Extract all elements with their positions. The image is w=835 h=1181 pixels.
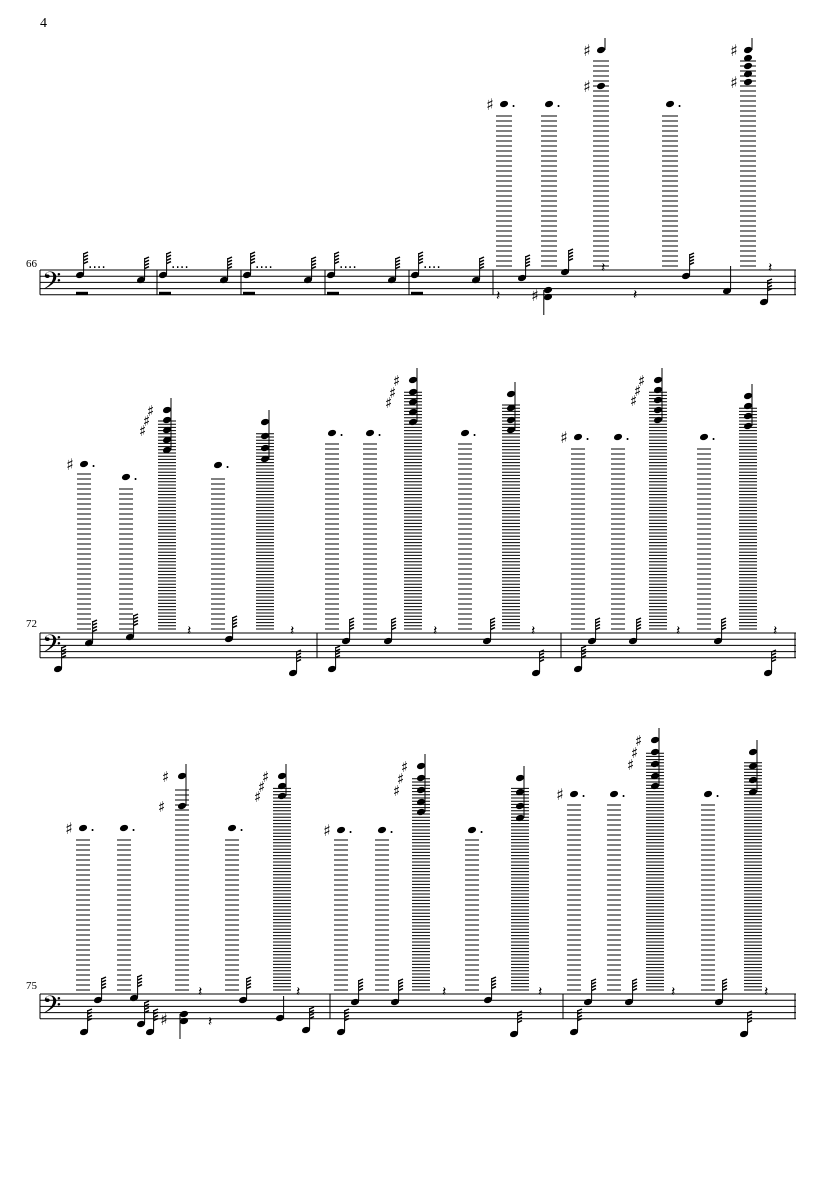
flag: [392, 628, 396, 630]
notehead: [743, 402, 753, 411]
flag: [134, 614, 138, 616]
flag: [396, 260, 400, 262]
notehead: [609, 790, 619, 799]
notehead: [416, 774, 426, 783]
sharp: ♯: [634, 382, 642, 400]
notehead: [213, 461, 223, 470]
rest: 𝄽: [671, 984, 676, 1000]
sharp: ♯: [147, 402, 155, 420]
sharp: ♯: [323, 821, 331, 840]
notehead: [748, 748, 758, 757]
sharp: ♯: [258, 778, 266, 796]
notehead: [665, 100, 675, 109]
flag: [392, 621, 396, 623]
flag: [723, 985, 727, 987]
flag: [399, 979, 403, 981]
flag: [772, 660, 776, 662]
flag: [93, 626, 97, 628]
flag: [228, 260, 232, 262]
flag: [84, 252, 88, 254]
flag: [93, 620, 97, 622]
flag: [690, 253, 694, 255]
flag: [690, 259, 694, 261]
flag: [145, 1007, 149, 1009]
notehead: [277, 782, 287, 791]
notehead: [260, 418, 270, 427]
notehead: [377, 826, 387, 835]
flag: [491, 624, 495, 626]
flag: [335, 252, 339, 254]
flag: [569, 249, 573, 251]
sharp: ♯: [254, 788, 262, 806]
flag: [637, 624, 641, 626]
rest: 𝄽: [773, 623, 778, 639]
flag: [592, 979, 596, 981]
flag: [582, 646, 586, 648]
notehead: [543, 293, 553, 302]
notehead: [416, 798, 426, 807]
notehead: [460, 429, 470, 438]
augmentation-dot: .: [91, 452, 97, 471]
whole-rest: [76, 292, 88, 295]
notehead: [119, 824, 129, 833]
flag: [592, 985, 596, 987]
sharp: ♯: [262, 768, 270, 786]
sharp: ♯: [160, 1010, 168, 1029]
augmentation-dots: ....: [339, 256, 357, 272]
augmentation-dot: .: [581, 782, 587, 801]
notehead: [748, 776, 758, 785]
rest: 𝄽: [433, 623, 438, 639]
notehead: [416, 762, 426, 771]
augmentation-dot: .: [339, 421, 345, 440]
augmentation-dot: .: [133, 465, 139, 484]
flag: [518, 1014, 522, 1016]
flag: [154, 1015, 158, 1017]
sharp: ♯: [556, 785, 564, 804]
flag: [578, 1009, 582, 1011]
page-number: 4: [40, 16, 47, 31]
sharp: ♯: [65, 819, 73, 838]
flag: [310, 1007, 314, 1009]
flag: [312, 260, 316, 262]
notehead: [613, 433, 623, 442]
sharp: ♯: [397, 770, 405, 788]
measure-number: 72: [26, 618, 37, 630]
flag: [312, 267, 316, 269]
flag: [134, 620, 138, 622]
augmentation-dot: .: [479, 818, 485, 837]
flag: [526, 261, 530, 263]
flag: [93, 623, 97, 625]
flag: [582, 649, 586, 651]
flag: [540, 660, 544, 662]
flag: [310, 1013, 314, 1015]
flag: [102, 980, 106, 982]
notehead: [650, 748, 660, 757]
notehead: [573, 433, 583, 442]
flag: [310, 1010, 314, 1012]
flag: [297, 653, 301, 655]
sharp: ♯: [583, 77, 591, 96]
flag: [399, 985, 403, 987]
flag: [138, 981, 142, 983]
flag: [350, 618, 354, 620]
rest: 𝄽: [764, 984, 769, 1000]
notehead: [653, 386, 663, 395]
sharp: ♯: [143, 412, 151, 430]
flag: [480, 263, 484, 265]
flag: [102, 983, 106, 985]
notehead: [653, 406, 663, 415]
flag: [569, 255, 573, 257]
sharp: ♯: [627, 756, 635, 774]
notehead: [506, 416, 516, 425]
flag: [480, 257, 484, 259]
flag: [233, 626, 237, 628]
bass-clef: 𝄢: [42, 266, 62, 302]
whole-rest: [411, 292, 423, 295]
notehead: [416, 786, 426, 795]
notehead: [227, 824, 237, 833]
notehead: [179, 1017, 189, 1026]
sharp: ♯: [635, 732, 643, 750]
notehead: [543, 286, 553, 295]
whole-rest: [159, 292, 171, 295]
augmentation-dot: .: [621, 782, 627, 801]
flag: [102, 987, 106, 989]
flag: [491, 628, 495, 630]
notehead: [743, 412, 753, 421]
sharp: ♯: [486, 95, 494, 114]
flag: [596, 621, 600, 623]
notehead: [177, 802, 187, 811]
flag: [399, 982, 403, 984]
flag: [569, 259, 573, 261]
augmentation-dot: .: [377, 421, 383, 440]
notehead: [650, 736, 660, 745]
flag: [145, 263, 149, 265]
flag: [690, 256, 694, 258]
flag: [62, 646, 66, 648]
whole-rest: [243, 292, 255, 295]
flag: [247, 987, 251, 989]
flag: [88, 1009, 92, 1011]
flag: [396, 263, 400, 265]
flag: [228, 263, 232, 265]
notehead: [260, 444, 270, 453]
flag: [312, 263, 316, 265]
flag: [722, 628, 726, 630]
augmentation-dot: .: [677, 92, 683, 111]
notehead: [327, 429, 337, 438]
notehead: [177, 772, 187, 781]
flag: [526, 258, 530, 260]
flag: [336, 646, 340, 648]
rest: 𝄽: [208, 1014, 213, 1030]
sharp: ♯: [158, 798, 166, 816]
flag: [399, 989, 403, 991]
notehead: [650, 760, 660, 769]
flag: [350, 621, 354, 623]
rest: 𝄽: [676, 623, 681, 639]
notehead: [78, 824, 88, 833]
flag: [93, 630, 97, 632]
flag: [748, 1014, 752, 1016]
flag: [345, 1015, 349, 1017]
flag: [637, 628, 641, 630]
flag: [419, 252, 423, 254]
notehead: [277, 792, 287, 801]
flag: [492, 977, 496, 979]
flag: [145, 267, 149, 269]
flag: [247, 980, 251, 982]
flag: [350, 628, 354, 630]
augmentation-dots: ....: [171, 256, 189, 272]
flag: [396, 267, 400, 269]
flag: [722, 621, 726, 623]
notehead: [515, 814, 525, 823]
rest: 𝄽: [531, 623, 536, 639]
sharp: ♯: [631, 744, 639, 762]
notehead: [408, 376, 418, 385]
augmentation-dot: .: [715, 782, 721, 801]
notehead: [596, 46, 606, 55]
flag: [526, 265, 530, 267]
notehead: [544, 100, 554, 109]
flag: [145, 260, 149, 262]
flag: [88, 1015, 92, 1017]
notehead: [650, 782, 660, 791]
flag: [772, 653, 776, 655]
flag: [526, 255, 530, 257]
flag: [134, 617, 138, 619]
augmentation-dot: .: [625, 425, 631, 444]
flag: [633, 985, 637, 987]
augmentation-dots: ....: [88, 256, 106, 272]
rest: 𝄽: [442, 984, 447, 1000]
flag: [596, 624, 600, 626]
notehead: [515, 774, 525, 783]
augmentation-dot: .: [556, 92, 562, 111]
flag: [578, 1015, 582, 1017]
flag: [491, 621, 495, 623]
notehead: [162, 406, 172, 415]
flag: [596, 628, 600, 630]
augmentation-dot: .: [225, 453, 231, 472]
sharp: ♯: [66, 455, 74, 474]
flag: [723, 982, 727, 984]
notehead: [653, 396, 663, 405]
flag: [582, 652, 586, 654]
flag: [480, 267, 484, 269]
bass-clef: 𝄢: [42, 990, 62, 1026]
flag: [722, 624, 726, 626]
notehead: [162, 416, 172, 425]
notehead: [365, 429, 375, 438]
flag: [592, 989, 596, 991]
notehead: [179, 1010, 189, 1019]
notehead: [79, 460, 89, 469]
measure-number: 66: [26, 258, 37, 270]
rest: 𝄽: [768, 260, 773, 276]
sharp: ♯: [560, 428, 568, 447]
sharp: ♯: [393, 782, 401, 800]
augmentation-dot: .: [585, 425, 591, 444]
flag: [345, 1009, 349, 1011]
flag: [134, 624, 138, 626]
flag: [154, 1009, 158, 1011]
flag: [138, 978, 142, 980]
notehead: [467, 826, 477, 835]
notehead: [121, 473, 131, 482]
rest: 𝄽: [538, 984, 543, 1000]
flag: [297, 660, 301, 662]
flag: [359, 982, 363, 984]
notehead: [743, 392, 753, 401]
augmentation-dot: .: [239, 816, 245, 835]
flag: [492, 987, 496, 989]
sharp: ♯: [139, 422, 147, 440]
notehead: [336, 826, 346, 835]
flag: [723, 989, 727, 991]
sharp: ♯: [401, 758, 409, 776]
sharp: ♯: [583, 41, 591, 60]
notehead: [743, 78, 753, 87]
notehead: [260, 432, 270, 441]
notehead: [743, 46, 753, 55]
flag: [637, 621, 641, 623]
rest: 𝄽: [601, 260, 606, 276]
flag: [247, 983, 251, 985]
notehead: [743, 422, 753, 431]
flag: [138, 985, 142, 987]
notehead: [653, 376, 663, 385]
flag: [62, 649, 66, 651]
flag: [492, 980, 496, 982]
flag: [392, 618, 396, 620]
flag: [233, 622, 237, 624]
flag: [592, 982, 596, 984]
flag: [312, 257, 316, 259]
flag: [722, 618, 726, 620]
flag: [359, 979, 363, 981]
flag: [359, 989, 363, 991]
sharp: ♯: [162, 768, 170, 786]
flag: [633, 979, 637, 981]
flag: [768, 285, 772, 287]
flag: [228, 267, 232, 269]
notehead: [569, 790, 579, 799]
augmentation-dots: ....: [423, 256, 441, 272]
flag: [723, 979, 727, 981]
augmentation-dot: .: [348, 818, 354, 837]
notehead: [416, 808, 426, 817]
flag: [62, 652, 66, 654]
sharp: ♯: [638, 372, 646, 390]
flag: [336, 649, 340, 651]
sharp: ♯: [531, 286, 539, 305]
notehead: [596, 82, 606, 91]
sharp: ♯: [630, 392, 638, 410]
flag: [145, 1001, 149, 1003]
flag: [637, 618, 641, 620]
flag: [633, 989, 637, 991]
augmentation-dot: .: [389, 818, 395, 837]
flag: [633, 982, 637, 984]
flag: [350, 624, 354, 626]
notehead: [506, 390, 516, 399]
sharp: ♯: [730, 41, 738, 60]
flag: [768, 279, 772, 281]
augmentation-dot: .: [472, 421, 478, 440]
flag: [233, 619, 237, 621]
augmentation-dot: .: [131, 816, 137, 835]
sharp: ♯: [385, 394, 393, 412]
rest: 𝄽: [296, 984, 301, 1000]
sharp: ♯: [730, 73, 738, 92]
flag: [359, 985, 363, 987]
flag: [233, 616, 237, 618]
notehead: [277, 772, 287, 781]
flag: [569, 252, 573, 254]
notehead: [699, 433, 709, 442]
flag: [251, 252, 255, 254]
flag: [247, 977, 251, 979]
rest: 𝄽: [198, 984, 203, 1000]
rest: 𝄽: [633, 287, 638, 303]
flag: [396, 257, 400, 259]
bass-clef: 𝄢: [42, 629, 62, 665]
notehead: [653, 416, 663, 425]
sharp: ♯: [393, 372, 401, 390]
flag: [748, 1021, 752, 1023]
whole-rest: [327, 292, 339, 295]
measure-number: 75: [26, 980, 37, 992]
notehead: [408, 418, 418, 427]
sharp: ♯: [389, 384, 397, 402]
rest: 𝄽: [496, 288, 501, 304]
augmentation-dot: .: [711, 425, 717, 444]
flag: [336, 652, 340, 654]
flag: [596, 618, 600, 620]
notehead: [499, 100, 509, 109]
flag: [138, 975, 142, 977]
flag: [228, 257, 232, 259]
flag: [491, 618, 495, 620]
rest: 𝄽: [290, 623, 295, 639]
augmentation-dots: ....: [255, 256, 273, 272]
flag: [540, 653, 544, 655]
flag: [492, 983, 496, 985]
flag: [167, 252, 171, 254]
flag: [518, 1021, 522, 1023]
flag: [480, 260, 484, 262]
flag: [392, 624, 396, 626]
notehead: [515, 802, 525, 811]
flag: [102, 977, 106, 979]
flag: [690, 263, 694, 265]
flag: [145, 257, 149, 259]
notehead: [703, 790, 713, 799]
augmentation-dot: .: [90, 816, 96, 835]
rest: 𝄽: [187, 623, 192, 639]
notehead: [743, 62, 753, 71]
augmentation-dot: .: [511, 92, 517, 111]
